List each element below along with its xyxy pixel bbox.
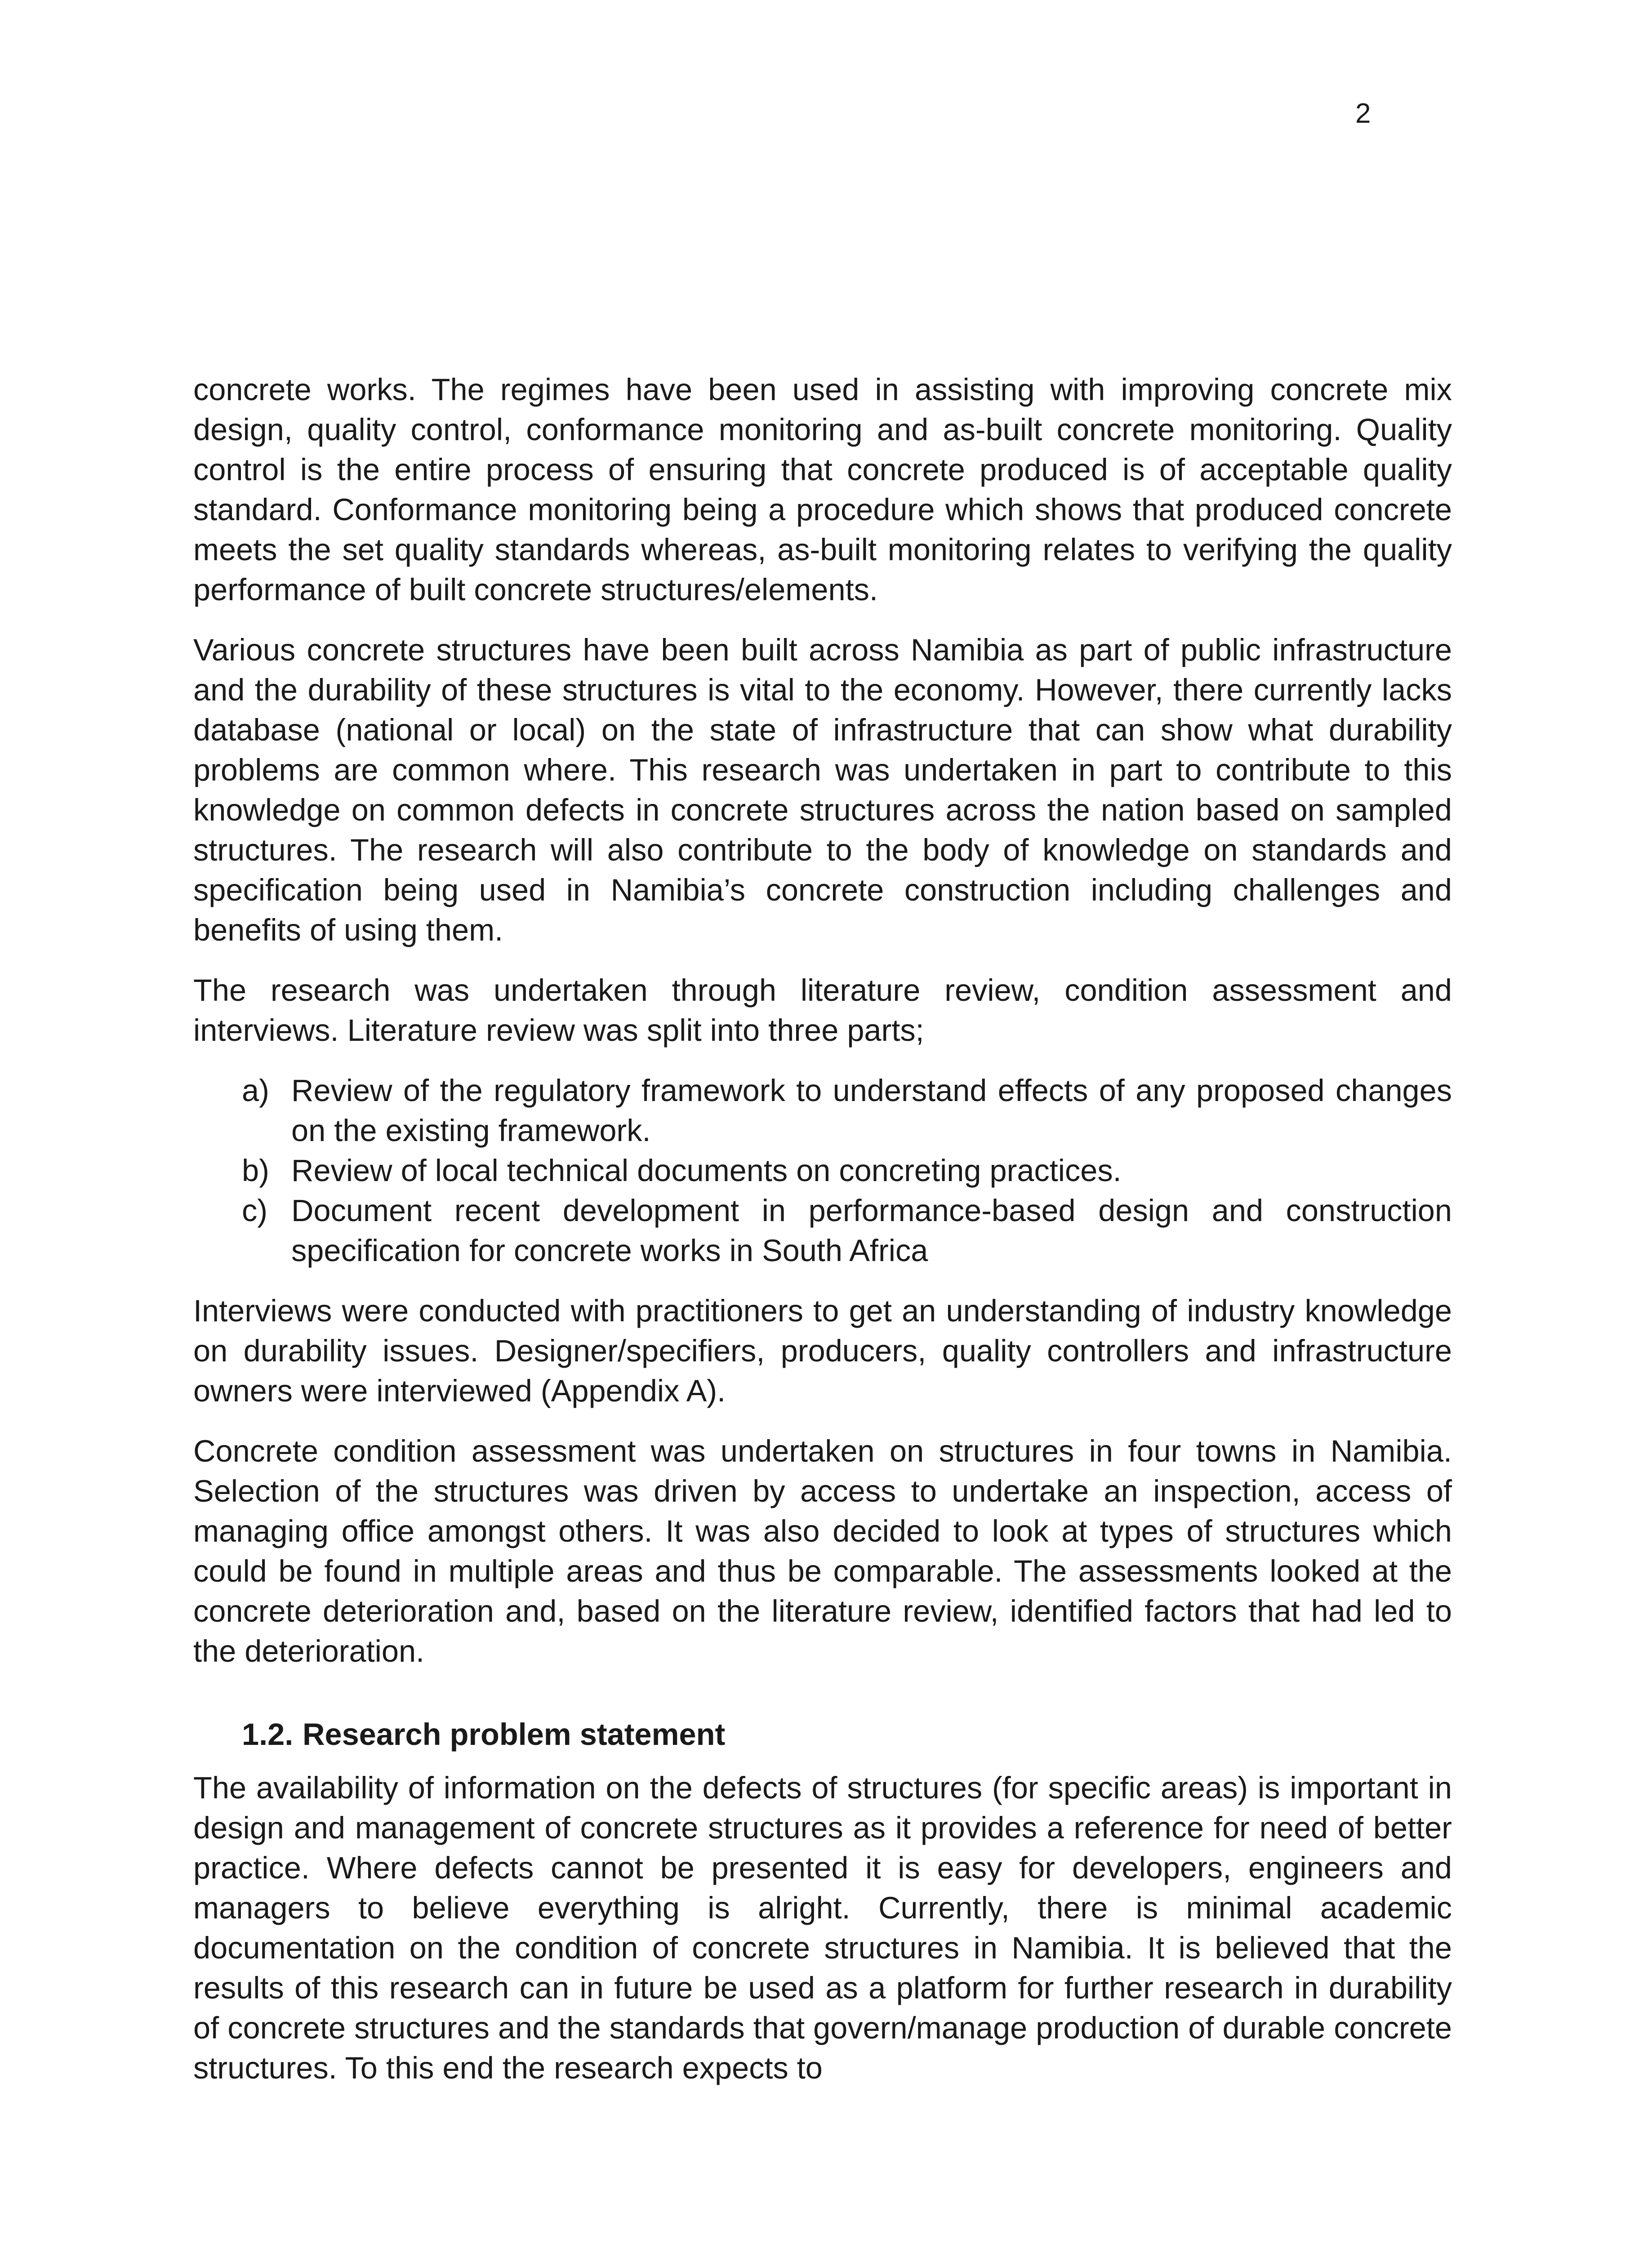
section-title: Research problem statement: [303, 1717, 726, 1752]
list-item: [193, 1070, 1452, 1151]
paragraph-namibia-structures: Various concrete structures have been built across Namibia as part of public infrastructure and the durability of these structures is vital to the economy. However, there currently lacks database (national or local) on the state of infrastructure that can show what durability problems are common where. This research was undertaken in part to contribute to this knowledge on common defects in concrete structures across the nation based on sampled structures. The research will also contribute to the body of knowledge on standards and specification being used in Namibia’s concrete construction including challenges and benefits of using them.: [193, 633, 1452, 947]
section-heading: [193, 1714, 1452, 1754]
list-marker: a): [242, 1073, 269, 1108]
paragraph-research-method: The research was undertaken through literature review, condition assessment and interviews. Literature review was split into three parts;: [193, 973, 1452, 1048]
page-number: 2: [1355, 98, 1371, 129]
list-marker: c): [242, 1193, 268, 1228]
paragraph-interviews: Interviews were conducted with practitioners to get an understanding of industry knowledge on durability issues. Designer/specifiers, producers, quality controllers and infrastructure owners were interviewed (Appendix A).: [193, 1293, 1452, 1408]
paragraph-condition-assessment: Concrete condition assessment was undertaken on structures in four towns in Namibia. Selection of the structures was driven by access to undertake an inspection, access of managing office amongst others. It was also decided to look at types of structures which could be found in multiple areas and thus be comparable. The assessments looked at the concrete deterioration and, based on the literature review, identified factors that had led to the deterioration.: [193, 1434, 1452, 1668]
list-item: [193, 1151, 1452, 1191]
list-marker: b): [242, 1153, 269, 1188]
document-body: [193, 370, 1452, 2088]
paragraph-regimes: concrete works. The regimes have been used in assisting with improving concrete mix design, quality control, conformance monitoring and as-built concrete monitoring. Quality control is the entire process of ensuring that concrete produced is of acceptable quality standard. Conformance monitoring being a procedure which shows that produced concrete meets the set quality standards whereas, as-built monitoring relates to verifying the quality performance of built concrete structures/elements.: [193, 372, 1452, 607]
list-item-text: Document recent development in performance-based design and construction specification for concrete works in South Africa: [291, 1193, 1452, 1268]
list-item-text: Review of local technical documents on concreting practices.: [291, 1153, 1122, 1188]
literature-review-list: [193, 1070, 1452, 1271]
list-item-text: Review of the regulatory framework to understand effects of any proposed changes on the existing framework.: [291, 1073, 1452, 1148]
list-item: [193, 1191, 1452, 1271]
paragraph-problem-statement: The availability of information on the defects of structures (for specific areas) is important in design and management of concrete structures as it provides a reference for need of better practice. Where defects cannot be presented it is easy for developers, engineers and managers to believe everything is alright. Currently, there is minimal academic documentation on the condition of concrete structures in Namibia. It is believed that the results of this research can in future be used as a platform for further research in durability of concrete structures and the standards that govern/manage production of durable concrete structures. To this end the research expects to: [193, 1771, 1452, 2085]
section-number: 1.2.: [242, 1717, 294, 1752]
